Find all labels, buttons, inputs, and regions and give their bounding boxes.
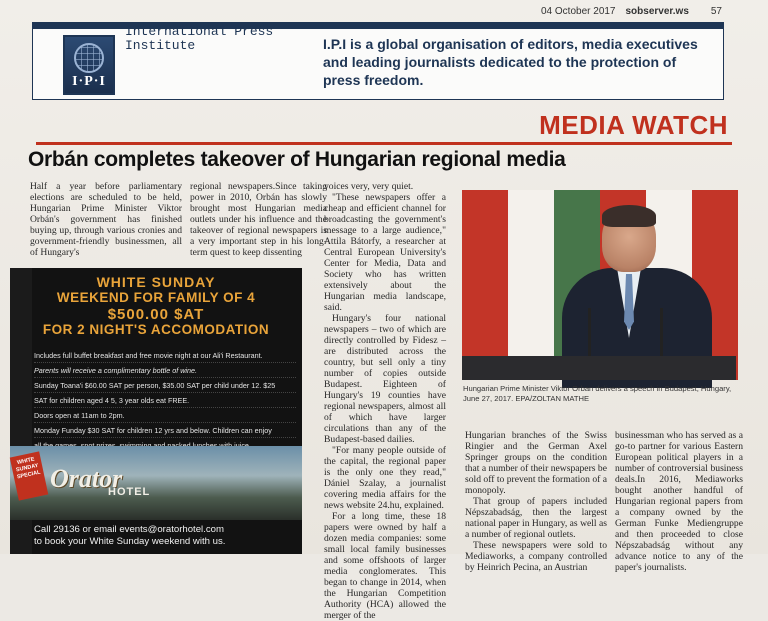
advert-details — [34, 348, 296, 453]
microphone — [588, 308, 591, 358]
photo-caption: Hungarian Prime Minister Viktor Orban delivers a speech in Budapest, Hungary, June 27, 2017. EPA/ZOLTAN MATHE — [463, 384, 732, 403]
advert-contact-line: Call 29136 or email events@oratorhotel.com — [34, 524, 224, 535]
advert-price: $500.00 $AT — [107, 306, 205, 323]
advert-detail-line: Sunday Toana'i $60.00 SAT per person, $35.00 SAT per child under 12. $25 — [34, 378, 296, 393]
hotel-logo: Orator — [50, 464, 123, 493]
flag-stripe — [462, 190, 508, 380]
advert-detail-line: Monday Funday $30 SAT for children 12 yrs and below. Children can enjoy — [34, 423, 296, 438]
article-photo — [462, 190, 736, 380]
page-number: 57 — [710, 6, 722, 17]
article-paragraph: Half a year before parliamentary elections are scheduled to be held, Hungarian Prime Minister Viktor Orbán's government has finished buying up, through various cronies and government-friendly businessmen, all of Hungary's — [30, 181, 182, 258]
article-paragraph: That group of papers included Népszabadság, then the largest national paper in Hungary, as well as a number of regional outlets. — [465, 496, 607, 540]
advert-subheadline: WEEKEND FOR FAMILY OF 4 — [56, 290, 256, 305]
advert-detail-line: Parents will receive a complimentary bottle of wine. — [34, 363, 296, 378]
advert-offer: FOR 2 NIGHT'S ACCOMODATION — [42, 322, 270, 337]
ipi-banner — [32, 22, 724, 100]
advert-headline: WHITE SUNDAY — [96, 274, 216, 290]
hotel-logo-subtitle: HOTEL — [108, 486, 151, 498]
advert-contact — [34, 524, 298, 548]
hotel-advertisement — [10, 268, 302, 554]
ipi-tagline: I.P.I is a global organisation of editors, media executives and leading journalists dedicated to the protection of press freedom. — [323, 36, 698, 88]
microphone — [660, 308, 663, 358]
advert-detail-line: SAT for children aged 4 5, 3 year olds eat FREE. — [34, 393, 296, 408]
page-folio — [541, 6, 722, 17]
article-column-4 — [465, 430, 607, 573]
globe-icon — [74, 43, 104, 73]
article-paragraph: regional newspapers.Since taking power in 2010, Orbán has slowly brought most Hungarian media outlets under his influence and the takeover of regional newspapers is a very important step in his long-term quest to keep dissenting — [190, 181, 327, 258]
advert-contact-line: to book your White Sunday weekend with us. — [34, 536, 226, 547]
site-name: sobserver.ws — [625, 6, 689, 17]
article-headline: Orbán completes takeover of Hungarian regional media — [28, 148, 566, 171]
advert-detail-line: Doors open at 11am to 2pm. — [34, 408, 296, 423]
article-paragraph: voices very, very quiet. — [324, 181, 414, 192]
section-title: MEDIA WATCH — [539, 110, 728, 140]
article-column-1 — [30, 181, 182, 258]
article-paragraph: Hungarian branches of the Swiss Ringier and the German Axel Springer groups on the condition that a number of their newspapers be sold off to prevent the formation of a monopoly. — [465, 430, 607, 496]
hair — [602, 205, 656, 227]
section-rule — [36, 142, 732, 145]
flag-stripe — [508, 190, 554, 380]
ipi-organisation-name: International Press Institute — [125, 24, 274, 53]
article-column-3 — [324, 181, 446, 621]
advert-detail-line: Includes full buffet breakfast and free movie night at our Ali'i Restaurant. — [34, 348, 296, 363]
article-paragraph: "For many people outside of the capital, the regional paper is the only one they read," Dániel Szalay, a journalist covering media affairs for the news website 24.hu, explained. — [324, 445, 446, 511]
article-column-5 — [615, 430, 743, 573]
article-paragraph: businessman who has served as a go-to partner for various Eastern European political players in a number of controversial business deals.In 2016, Mediaworks bought another handful of Hungarian regional papers from a company owned by the German Funke Mediengruppe and then proceeded to close Népszabadság without any advance notice to any of the paper's journalists. — [615, 430, 743, 573]
special-offer-stamp: WHITE SUNDAY SPECIAL — [10, 451, 48, 500]
ipi-logo — [63, 35, 115, 95]
article-column-2 — [190, 181, 327, 258]
article-paragraph: These newspapers were sold to Mediaworks, a company controlled by Heinrich Pecina, an Austrian — [465, 540, 607, 573]
article-paragraph: Hungary's four national newspapers – two of which are directly controlled by Fidesz – are distributed across the country, but sell only a tiny number of copies outside Budapest. Eighteen of Hungary's 19 counties have regional newspapers, almost all of which have larger circulations than any of the Budapest-based dailies. — [324, 313, 446, 445]
podium — [462, 356, 736, 380]
ipi-abbreviation: I·P·I — [72, 74, 106, 89]
article-paragraph: For a long time, these 18 papers were owned by half a dozen media companies: some small local family businesses and some offshoots of larger media conglomerates. This began to change in 2014, when the Hungarian Competition Authority (HCA) allowed the merger of the — [324, 511, 446, 621]
speaker-figure — [562, 208, 712, 380]
issue-date: 04 October 2017 — [541, 6, 616, 17]
article-paragraph: "These newspapers offer a cheap and efficient channel for broadcasting the government's message to a large audience," Attila Bátorfy, a researcher at Central European University's Center for Media, Data and Society who has written extensively about the Hungarian media landscape, said. — [324, 192, 446, 313]
